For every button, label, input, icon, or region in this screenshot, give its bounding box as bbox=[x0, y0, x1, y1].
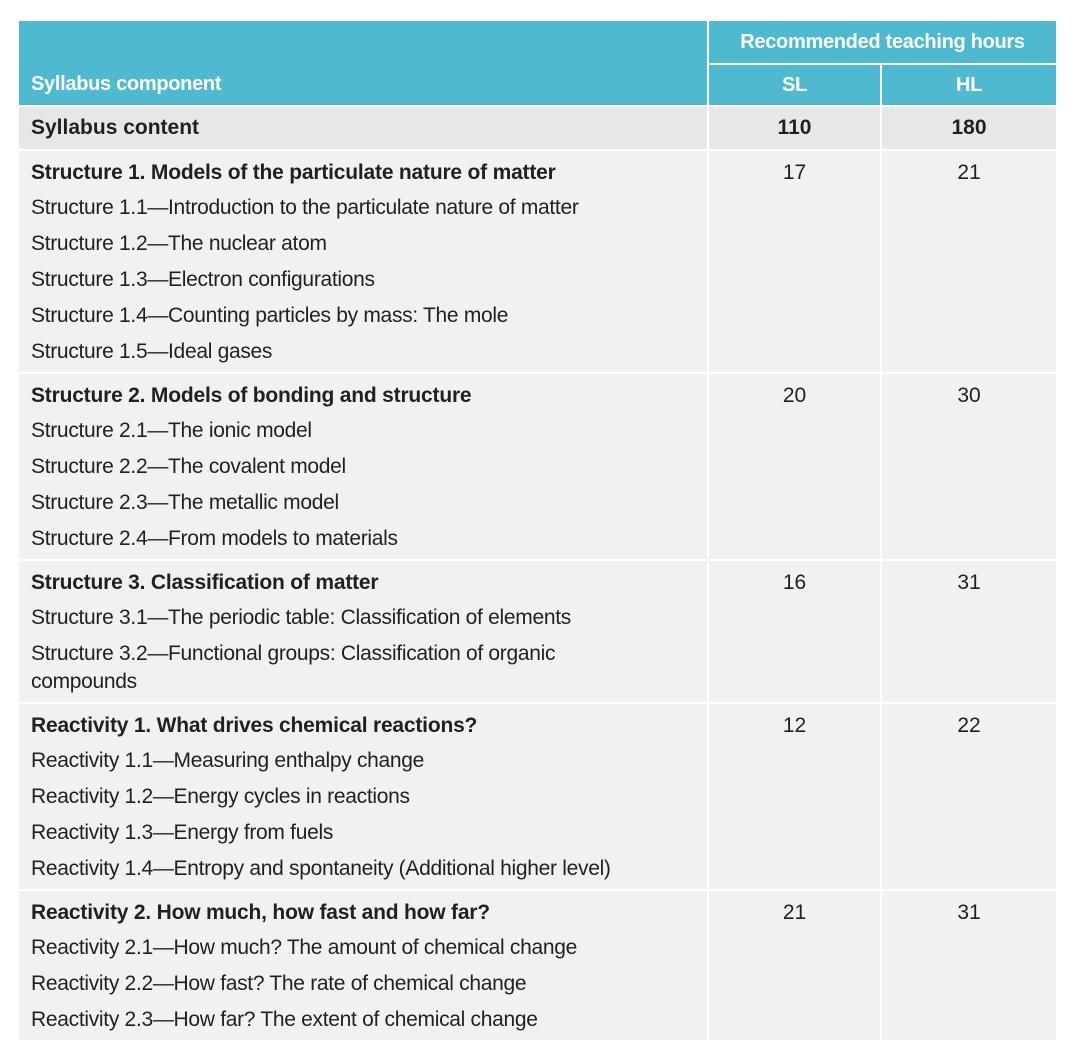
section-subtopic: Structure 1.4—Counting particles by mass: The mole bbox=[31, 304, 509, 327]
total-row bbox=[18, 106, 1057, 150]
section-hl-hours: 22 bbox=[881, 703, 1057, 890]
section-hl-hours: 31 bbox=[881, 890, 1057, 1041]
section-subtopic: Reactivity 1.1—Measuring enthalpy change bbox=[31, 749, 425, 772]
table-body bbox=[18, 106, 1057, 1041]
section-title: Structure 2. Models of bonding and structure bbox=[31, 384, 472, 407]
section-row bbox=[18, 560, 1057, 703]
section-sl-hours: 20 bbox=[708, 373, 881, 560]
section-sl-hours: 17 bbox=[708, 150, 881, 373]
section-subtopic: Reactivity 2.2—How fast? The rate of chemical change bbox=[31, 972, 527, 995]
section-sl-hours: 16 bbox=[708, 560, 881, 703]
header-sl: SL bbox=[708, 64, 881, 106]
header-recommended-hours: Recommended teaching hours bbox=[708, 20, 1057, 64]
section-subtopic: Structure 1.3—Electron configurations bbox=[31, 268, 375, 291]
total-hl-hours: 180 bbox=[881, 106, 1057, 150]
section-content bbox=[18, 150, 708, 373]
total-sl-hours: 110 bbox=[708, 106, 881, 150]
section-hl-hours: 30 bbox=[881, 373, 1057, 560]
section-title: Structure 1. Models of the particulate nature of matter bbox=[31, 161, 556, 184]
section-subtopic: Structure 3.1—The periodic table: Classification of elements bbox=[31, 606, 571, 629]
section-content bbox=[18, 890, 708, 1041]
section-subtopic: Structure 1.1—Introduction to the particulate nature of matter bbox=[31, 196, 579, 219]
section-hl-hours: 31 bbox=[881, 560, 1057, 703]
section-content bbox=[18, 703, 708, 890]
section-subtopic: Structure 1.2—The nuclear atom bbox=[31, 232, 327, 255]
section-subtopic: Structure 2.3—The metallic model bbox=[31, 491, 339, 514]
section-title: Reactivity 1. What drives chemical reactions? bbox=[31, 714, 478, 737]
section-row bbox=[18, 150, 1057, 373]
section-sl-hours: 21 bbox=[708, 890, 881, 1041]
section-subtopic: Reactivity 2.3—How far? The extent of chemical change bbox=[31, 1008, 538, 1031]
section-subtopic: Structure 2.1—The ionic model bbox=[31, 419, 312, 442]
section-title: Structure 3. Classification of matter bbox=[31, 571, 379, 594]
section-subtopic: Reactivity 1.4—Entropy and spontaneity (Additional higher level) bbox=[31, 857, 611, 880]
section-subtopic: Reactivity 1.2—Energy cycles in reactions bbox=[31, 785, 410, 808]
section-title: Reactivity 2. How much, how fast and how far? bbox=[31, 901, 490, 924]
section-subtopic: Structure 2.2—The covalent model bbox=[31, 455, 346, 478]
section-subtopic: Reactivity 2.1—How much? The amount of chemical change bbox=[31, 936, 578, 959]
section-subtopic: Structure 1.5—Ideal gases bbox=[31, 340, 273, 363]
section-sl-hours: 12 bbox=[708, 703, 881, 890]
section-row bbox=[18, 703, 1057, 890]
section-subtopic: Structure 2.4—From models to materials bbox=[31, 527, 398, 550]
section-content bbox=[18, 373, 708, 560]
section-row bbox=[18, 890, 1057, 1041]
section-hl-hours: 21 bbox=[881, 150, 1057, 373]
total-label: Syllabus content bbox=[18, 106, 708, 150]
section-row bbox=[18, 373, 1057, 560]
header-syllabus-component: Syllabus component bbox=[18, 20, 708, 106]
section-subtopic: Structure 3.2—Functional groups: Classification of organic compounds bbox=[31, 642, 556, 693]
table-header bbox=[18, 20, 1057, 106]
syllabus-table-container bbox=[17, 19, 1056, 1042]
header-hl: HL bbox=[881, 64, 1057, 106]
section-content bbox=[18, 560, 708, 703]
section-subtopic: Reactivity 1.3—Energy from fuels bbox=[31, 821, 334, 844]
syllabus-table bbox=[17, 19, 1058, 1042]
